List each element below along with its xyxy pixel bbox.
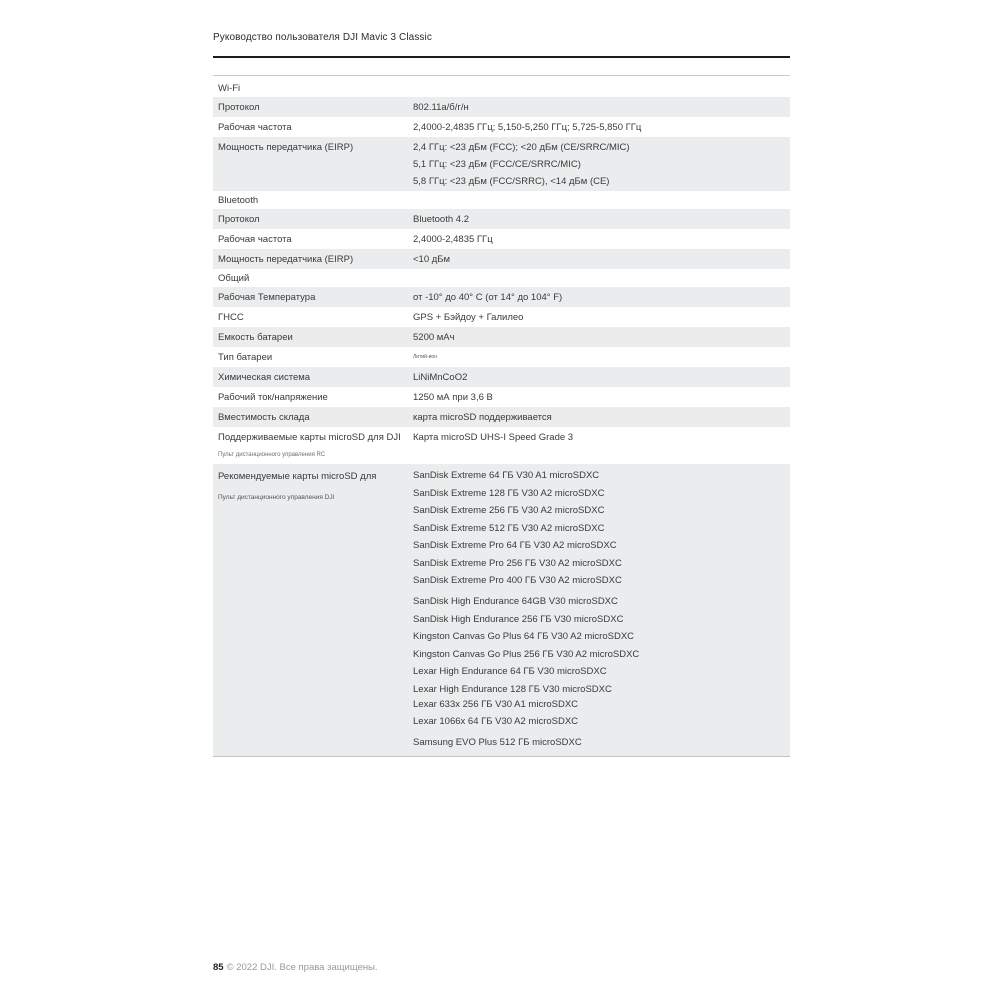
spec-label: Поддерживаемые карты microSD для DJI bbox=[218, 432, 401, 443]
spec-value: Карта microSD UHS-I Speed Grade 3 bbox=[413, 432, 574, 443]
spec-row bbox=[213, 427, 790, 447]
card-item: SanDisk Extreme Pro 400 ГБ V30 A2 microSDXC bbox=[413, 575, 622, 586]
spec-label: Мощность передатчика (EIRP) bbox=[218, 142, 354, 153]
card-item: Samsung EVO Plus 512 ГБ microSDXC bbox=[413, 737, 582, 748]
card-item: SanDisk Extreme 64 ГБ V30 A1 microSDXC bbox=[413, 470, 600, 481]
card-item: Lexar High Endurance 128 ГБ V30 microSDXC bbox=[413, 683, 612, 695]
spec-label: Протокол bbox=[218, 102, 260, 113]
spec-label: ГНСС bbox=[218, 312, 244, 323]
spec-value-line: 5,8 ГГц: <23 дБм (FCC/SRRC), <14 дБм (CE) bbox=[413, 176, 610, 187]
manual-page bbox=[213, 0, 790, 757]
card-item: SanDisk Extreme 256 ГБ V30 A2 microSDXC bbox=[413, 505, 605, 516]
spec-row bbox=[213, 307, 790, 327]
spec-row bbox=[213, 327, 790, 347]
spec-value: Bluetooth 4.2 bbox=[413, 214, 469, 225]
recommended-cards-label: Рекомендуемые карты microSD для bbox=[218, 471, 377, 482]
card-item: Lexar 1066x 64 ГБ V30 A2 microSDXC bbox=[413, 716, 579, 727]
card-item: Lexar 633x 256 ГБ V30 A1 microSDXC bbox=[413, 698, 579, 710]
spec-label: Рабочая частота bbox=[218, 122, 292, 133]
spec-label: Рабочая частота bbox=[218, 234, 292, 245]
page-footer bbox=[213, 962, 378, 973]
spec-row bbox=[213, 407, 790, 427]
section-header-bluetooth: Bluetooth bbox=[218, 195, 259, 206]
spec-value: 802.11a/б/г/н bbox=[413, 102, 469, 113]
spec-value-line: 2,4 ГГц: <23 дБм (FCC); <20 дБм (CE/SRRC/MIC) bbox=[413, 142, 630, 153]
spec-label: Рабочий ток/напряжение bbox=[218, 392, 328, 403]
card-item: SanDisk High Endurance 64GB V30 microSDXC bbox=[413, 596, 618, 607]
page-number: 85 bbox=[213, 962, 224, 973]
spec-label: Тип батареи bbox=[218, 352, 273, 363]
spec-label: Вместимость склада bbox=[218, 412, 310, 423]
spec-row bbox=[213, 387, 790, 407]
section-header-wifi: Wi-Fi bbox=[218, 83, 241, 94]
card-item: Lexar High Endurance 64 ГБ V30 microSDXC bbox=[413, 666, 607, 677]
card-item: SanDisk Extreme 128 ГБ V30 A2 microSDXC bbox=[413, 487, 605, 499]
spec-value-multiline bbox=[413, 137, 790, 191]
spec-value: 2,4000-2,4835 ГГц bbox=[413, 234, 493, 245]
spec-label: Мощность передатчика (EIRP) bbox=[218, 254, 354, 265]
card-item: Kingston Canvas Go Plus 256 ГБ V30 A2 microSDXC bbox=[413, 648, 640, 660]
card-item: SanDisk Extreme Pro 256 ГБ V30 A2 microSDXC bbox=[413, 557, 622, 569]
spec-row bbox=[213, 117, 790, 137]
header-rule-thick bbox=[213, 56, 790, 58]
spec-value-battery-type: Литий-ион bbox=[413, 354, 437, 360]
recommended-cards-sublabel: Пульт дистанционного управления DJI bbox=[218, 494, 335, 501]
spec-row bbox=[213, 209, 790, 229]
doc-header-title: Руководство пользователя DJI Mavic 3 Classic bbox=[213, 32, 432, 43]
copyright-text: © 2022 DJI. Все права защищены. bbox=[226, 962, 378, 973]
spec-label: Емкость батареи bbox=[218, 332, 293, 343]
spec-label: Рабочая Температура bbox=[218, 292, 316, 303]
spec-value: 5200 мАч bbox=[413, 332, 455, 343]
spec-value: GPS + Бэйдоу + Галилео bbox=[413, 312, 524, 323]
card-item: SanDisk High Endurance 256 ГБ V30 microSDXC bbox=[413, 613, 624, 625]
spec-value: карта microSD поддерживается bbox=[413, 412, 552, 423]
spec-table bbox=[213, 79, 790, 757]
recommended-cards-label-col bbox=[213, 464, 413, 503]
spec-label: Химическая система bbox=[218, 372, 311, 383]
recommended-cards-list bbox=[413, 464, 790, 756]
spec-value: <10 дБм bbox=[413, 254, 451, 265]
spec-label: Протокол bbox=[218, 214, 260, 225]
spec-row bbox=[213, 249, 790, 269]
section-header-general: Общий bbox=[218, 273, 250, 284]
card-item: Kingston Canvas Go Plus 64 ГБ V30 A2 microSDXC bbox=[413, 631, 635, 642]
rc-note: Пульт дистанционного управления RC bbox=[218, 452, 326, 458]
spec-row bbox=[213, 97, 790, 117]
card-item: SanDisk Extreme 512 ГБ V30 A2 microSDXC bbox=[413, 522, 605, 534]
spec-row bbox=[213, 137, 790, 191]
spec-row bbox=[213, 287, 790, 307]
spec-value: от -10° до 40° C (от 14° до 104° F) bbox=[413, 292, 563, 303]
spec-value-line: 5,1 ГГц: <23 дБм (FCC/CE/SRRC/MIC) bbox=[413, 159, 581, 170]
spec-row bbox=[213, 229, 790, 249]
spec-value: 1250 мА при 3,6 В bbox=[413, 392, 493, 403]
recommended-cards-row bbox=[213, 464, 790, 757]
spec-row bbox=[213, 367, 790, 387]
card-item: SanDisk Extreme Pro 64 ГБ V30 A2 microSDXC bbox=[413, 540, 617, 551]
table-top-rule bbox=[213, 75, 790, 76]
spec-value: LiNiMnCoO2 bbox=[413, 372, 468, 383]
spec-row bbox=[213, 347, 790, 367]
spec-value: 2,4000-2,4835 ГГц; 5,150-5,250 ГГц; 5,725-5,850 ГГц bbox=[413, 122, 642, 133]
